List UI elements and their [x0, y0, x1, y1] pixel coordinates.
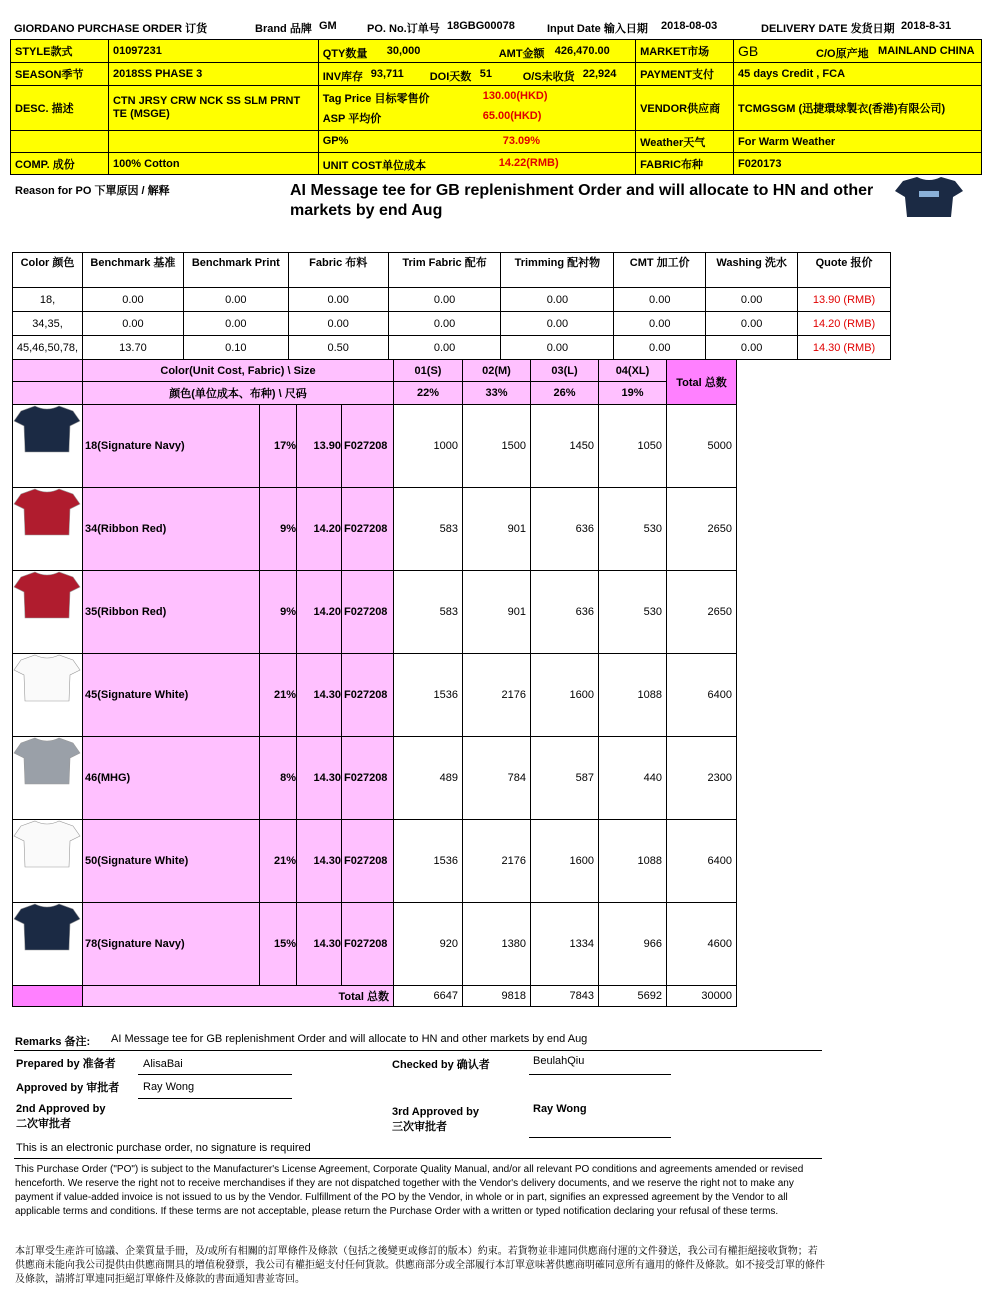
brand-value: GM: [319, 20, 337, 32]
tshirt-thumbnail-shape: [895, 177, 963, 217]
row-total: 6400: [667, 654, 737, 737]
second-approved-label-cn: 二次审批者: [16, 1118, 71, 1130]
po-header: [14, 20, 980, 36]
size-qty: 966: [599, 903, 667, 986]
color-percent: 17%: [260, 405, 297, 488]
delivery-date-label: DELIVERY DATE 发货日期: [761, 23, 895, 35]
co-label: C/O原产地: [816, 47, 869, 60]
color-swatch: [13, 820, 83, 903]
asp-value: 65.00(HKD): [482, 110, 542, 122]
size-qty: 1088: [599, 654, 667, 737]
cost-value-cell: 0.00: [82, 312, 183, 336]
cost-value-cell: 0.00: [614, 336, 706, 360]
size-xl-header: 04(XL): [599, 360, 667, 382]
cost-value-cell: 0.10: [183, 336, 288, 360]
size-qty: 1600: [531, 820, 599, 903]
cost-col-header: Color 颜色: [13, 253, 83, 288]
inv-label: INV库存: [322, 70, 364, 83]
os-label: O/S未收货: [522, 70, 575, 83]
grand-total-l: 7843: [531, 986, 599, 1007]
checked-line: [529, 1074, 671, 1075]
tshirt-icon: [13, 571, 81, 621]
cost-col-header: Fabric 布料: [288, 253, 388, 288]
brand-label: Brand 品牌: [255, 23, 312, 35]
row-total: 6400: [667, 820, 737, 903]
color-name: 35(Ribbon Red): [83, 571, 260, 654]
size-qty: 636: [531, 571, 599, 654]
input-date-label: Input Date 输入日期: [547, 23, 648, 35]
amt-label: AMT金额: [498, 47, 545, 60]
vendor-value: TCMGSGM (迅捷環球製衣(香港)有限公司): [734, 86, 982, 131]
size-qty: 901: [463, 571, 531, 654]
color-unit-cost: 14.30: [297, 903, 342, 986]
doi-label: DOI天数: [429, 70, 472, 83]
qty-amt-cell: [318, 40, 635, 63]
color-name: 34(Ribbon Red): [83, 488, 260, 571]
color-swatch: [13, 737, 83, 820]
size-m-ratio: 33%: [463, 382, 531, 405]
cost-value-cell: 0.00: [614, 312, 706, 336]
color-swatch: [13, 488, 83, 571]
cost-table-body: [13, 288, 891, 360]
size-qty: 636: [531, 488, 599, 571]
tshirt-icon: [13, 903, 81, 953]
size-table-row: [13, 571, 737, 654]
reason-label: Reason for PO 下單原因 / 解释: [15, 185, 170, 197]
size-m-header: 02(M): [463, 360, 531, 382]
swatch-header-2: [13, 382, 83, 405]
color-fabric: F027208: [342, 737, 394, 820]
tag-price-label: Tag Price 目标零售价: [322, 93, 430, 105]
electronic-note: This is an electronic purchase order, no signature is required: [16, 1142, 311, 1154]
row-total: 2650: [667, 488, 737, 571]
cost-value-cell: 0.00: [388, 336, 501, 360]
size-qty: 1000: [394, 405, 463, 488]
row-total: 2300: [667, 737, 737, 820]
checked-label: Checked by 确认者: [392, 1059, 490, 1071]
cost-color-cell: 34,35,: [13, 312, 83, 336]
size-qty: 1450: [531, 405, 599, 488]
cost-table-row: [13, 312, 891, 336]
grand-total: 30000: [667, 986, 737, 1007]
cost-table-header: [13, 253, 891, 288]
weather-label: Weather天气: [636, 131, 734, 153]
payment-value: 45 days Credit , FCA: [734, 63, 982, 86]
color-swatch: [13, 654, 83, 737]
size-qty: 530: [599, 488, 667, 571]
size-qty: 1088: [599, 820, 667, 903]
qty-label: QTY数量: [322, 47, 368, 60]
color-percent: 9%: [260, 488, 297, 571]
color-percent: 15%: [260, 903, 297, 986]
remarks-label: Remarks 备注:: [15, 1036, 91, 1048]
season-value: 2018SS PHASE 3: [108, 63, 318, 86]
cost-quote-cell: 14.30 (RMB): [798, 336, 891, 360]
weather-value: For Warm Weather: [734, 131, 982, 153]
cost-value-cell: 0.00: [388, 288, 501, 312]
inv-cell: [318, 63, 635, 86]
color-percent: 21%: [260, 654, 297, 737]
color-unit-cost: 14.20: [297, 488, 342, 571]
cost-quote-cell: 14.20 (RMB): [798, 312, 891, 336]
color-fabric: F027208: [342, 654, 394, 737]
third-approved-label-en: 3rd Approved by: [392, 1106, 479, 1118]
row-total: 2650: [667, 571, 737, 654]
grand-total-label: Total 总数: [83, 986, 394, 1007]
input-date: 2018-08-03: [661, 20, 718, 32]
tshirt-icon: [13, 654, 81, 704]
cost-value-cell: 0.00: [388, 312, 501, 336]
color-fabric: F027208: [342, 903, 394, 986]
cost-value-cell: 0.00: [501, 336, 614, 360]
vendor-label: VENDOR供应商: [636, 86, 734, 131]
color-name: 78(Signature Navy): [83, 903, 260, 986]
season-label: SEASON季节: [11, 63, 109, 86]
blank-cell-2: [108, 131, 318, 153]
size-breakdown-table: [12, 359, 737, 1007]
cost-table-row: [13, 288, 891, 312]
fabric-label: FABRIC布种: [636, 153, 734, 175]
total-header: Total 总数: [667, 360, 737, 405]
grand-total-m: 9818: [463, 986, 531, 1007]
swatch-header: [13, 360, 83, 382]
tshirt-thumbnail: [893, 177, 965, 219]
cost-breakdown-table: [12, 252, 891, 360]
terms-english: This Purchase Order ("PO") is subject to the Manufacturer's License Agreement, Corporate Quality Manual, and/or all relevant PO conditions and agreements amended or revised henceforth. We reserve the right not to receive merchandises if they are not dispatched together with the Vendor's delivery documents, and we reserve the right not to make any payment if value-added invoice is not issued to us by the Vendor. Fulfillment of the PO by the Vendor, in whole or in part, signifies an expressed agreement by the Vendor to all applicable terms and conditions. If these terms are not acceptable, please return the Purchase Order with a written or typed notification declaring your refusal of these terms.: [15, 1164, 804, 1217]
cost-col-header: Quote 报价: [798, 253, 891, 288]
cost-table-row: [13, 336, 891, 360]
size-l-header: 03(L): [531, 360, 599, 382]
tag-price-value: 130.00(HKD): [482, 90, 548, 102]
reason-text: AI Message tee for GB replenishment Order and will allocate to HN and other markets by end Aug: [290, 182, 874, 219]
size-s-ratio: 22%: [394, 382, 463, 405]
color-swatch: [13, 405, 83, 488]
unit-cost-label: UNIT COST单位成本: [322, 160, 426, 172]
checked-value: BeulahQiu: [533, 1055, 585, 1067]
cost-value-cell: 0.50: [288, 336, 388, 360]
cost-col-header: Benchmark 基准: [82, 253, 183, 288]
inv-value: 93,711: [370, 67, 404, 80]
cost-value-cell: 0.00: [706, 312, 798, 336]
row-total: 5000: [667, 405, 737, 488]
desc-label: DESC. 描述: [11, 86, 109, 131]
row-total: 4600: [667, 903, 737, 986]
color-fabric: F027208: [342, 488, 394, 571]
cost-value-cell: 0.00: [706, 288, 798, 312]
style-value: 01097231: [108, 40, 318, 63]
size-l-ratio: 26%: [531, 382, 599, 405]
gp-cell: [318, 131, 635, 153]
color-percent: 21%: [260, 820, 297, 903]
cost-color-cell: 45,46,50,78,: [13, 336, 83, 360]
color-name: 46(MHG): [83, 737, 260, 820]
tshirt-icon: [13, 488, 81, 538]
size-qty: 1050: [599, 405, 667, 488]
size-table-row: [13, 405, 737, 488]
size-table-row: [13, 488, 737, 571]
second-approved-label-en: 2nd Approved by: [16, 1103, 106, 1115]
color-name: 50(Signature White): [83, 820, 260, 903]
market-label: MARKET市场: [636, 40, 734, 63]
market-value: GB: [738, 42, 759, 59]
color-fabric: F027208: [342, 405, 394, 488]
delivery-date: 2018-8-31: [901, 20, 952, 32]
qty-value: 30,000: [386, 44, 421, 57]
color-name: 45(Signature White): [83, 654, 260, 737]
cost-value-cell: 0.00: [82, 288, 183, 312]
cost-value-cell: 0.00: [288, 312, 388, 336]
size-qty: 784: [463, 737, 531, 820]
comp-label: COMP. 成份: [11, 153, 109, 175]
po-info-grid: [10, 39, 982, 175]
cost-col-header: CMT 加工价: [614, 253, 706, 288]
tshirt-icon: [13, 405, 81, 455]
price-cell: [318, 86, 635, 131]
size-qty: 901: [463, 488, 531, 571]
approved-line: [138, 1098, 292, 1099]
color-percent: 8%: [260, 737, 297, 820]
payment-label: PAYMENT支付: [636, 63, 734, 86]
total-row-blank: [13, 986, 83, 1007]
size-qty: 1600: [531, 654, 599, 737]
size-table-row: [13, 903, 737, 986]
cost-value-cell: 0.00: [183, 312, 288, 336]
remarks-divider: [14, 1050, 822, 1051]
po-number-label: PO. No.订单号: [367, 23, 440, 35]
grand-total-xl: 5692: [599, 986, 667, 1007]
cost-value-cell: 0.00: [288, 288, 388, 312]
color-unit-cost: 13.90: [297, 405, 342, 488]
size-xl-ratio: 19%: [599, 382, 667, 405]
doi-value: 51: [479, 67, 492, 80]
cost-value-cell: 0.00: [183, 288, 288, 312]
approved-value: Ray Wong: [143, 1081, 195, 1093]
cost-col-header: Washing 洗水: [706, 253, 798, 288]
size-qty: 583: [394, 488, 463, 571]
color-unit-cost: 14.30: [297, 820, 342, 903]
third-approved-line: [529, 1137, 671, 1138]
third-approved-label-cn: 三次审批者: [392, 1121, 447, 1133]
size-qty: 920: [394, 903, 463, 986]
size-s-header: 01(S): [394, 360, 463, 382]
size-qty: 2176: [463, 820, 531, 903]
unit-cost-cell: [318, 153, 635, 175]
grand-total-s: 6647: [394, 986, 463, 1007]
cost-col-header: Benchmark Print: [183, 253, 288, 288]
os-value: 22,924: [582, 67, 617, 80]
size-qty: 1536: [394, 820, 463, 903]
tshirt-icon: [13, 820, 81, 870]
tshirt-icon: [13, 737, 81, 787]
blank-cell-1: [11, 131, 109, 153]
color-swatch: [13, 903, 83, 986]
size-table-head-cn: 颜色(单位成本、布种) \ 尺码: [83, 382, 394, 405]
cost-value-cell: 0.00: [614, 288, 706, 312]
color-unit-cost: 14.20: [297, 571, 342, 654]
size-table-row: [13, 820, 737, 903]
terms-chinese: 本訂單受生產許可協議、企業質量手冊，及/或所有相關的訂單條件及條款（包括之後變更或修訂的版本）約束。若貨物並非連同供應商付運的文件發送，我公司有權拒絕接收貨物；若供應商未能向我公司提供由供應商開具的增值稅發票，我公司有權拒絕支付任何貨款。供應商部分或全部履行本訂單意味著供應商明確同意所有適用的條件及條款。如不接受訂單的條件及條款，請將訂單連同拒絕訂單條件及條款的書面通知書並寄回。: [15, 1246, 825, 1285]
cost-col-header: Trim Fabric 配布: [388, 253, 501, 288]
prepared-label: Prepared by 准备者: [16, 1058, 116, 1070]
color-percent: 9%: [260, 571, 297, 654]
color-unit-cost: 14.30: [297, 654, 342, 737]
cost-value-cell: 0.00: [501, 312, 614, 336]
size-qty: 440: [599, 737, 667, 820]
color-name: 18(Signature Navy): [83, 405, 260, 488]
cost-col-header: Trimming 配衬物: [501, 253, 614, 288]
third-approved-value: Ray Wong: [533, 1103, 587, 1115]
size-qty: 583: [394, 571, 463, 654]
po-title: GIORDANO PURCHASE ORDER 订货: [14, 23, 208, 35]
terms-divider: [14, 1158, 822, 1159]
cost-value-cell: 13.70: [82, 336, 183, 360]
size-qty: 1500: [463, 405, 531, 488]
color-swatch: [13, 571, 83, 654]
color-fabric: F027208: [342, 571, 394, 654]
co-value: MAINLAND CHINA: [878, 44, 975, 57]
size-qty: 1380: [463, 903, 531, 986]
cost-quote-cell: 13.90 (RMB): [798, 288, 891, 312]
fabric-value: F020173: [734, 153, 982, 175]
style-label: STYLE款式: [11, 40, 109, 63]
gp-label: GP%: [322, 135, 349, 147]
color-fabric: F027208: [342, 820, 394, 903]
size-qty: 1334: [531, 903, 599, 986]
size-table-body: [13, 405, 737, 986]
size-qty: 530: [599, 571, 667, 654]
market-co-cell: [734, 40, 982, 63]
size-qty: 489: [394, 737, 463, 820]
amt-value: 426,470.00: [554, 44, 610, 57]
remarks-text: AI Message tee for GB replenishment Order and will allocate to HN and other markets by end Aug: [111, 1033, 588, 1045]
size-table-row: [13, 654, 737, 737]
asp-label: ASP 平均价: [322, 113, 382, 125]
desc-value: CTN JRSY CRW NCK SS SLM PRNT TE (MSGE): [108, 86, 318, 131]
gp-value: 73.09%: [502, 135, 541, 147]
color-unit-cost: 14.30: [297, 737, 342, 820]
size-qty: 1536: [394, 654, 463, 737]
comp-value: 100% Cotton: [108, 153, 318, 175]
prepared-line: [138, 1074, 292, 1075]
size-qty: 2176: [463, 654, 531, 737]
cost-color-cell: 18,: [13, 288, 83, 312]
unit-cost-value: 14.22(RMB): [498, 157, 559, 169]
prepared-value: AlisaBai: [143, 1058, 183, 1070]
po-number: 18GBG00078: [447, 20, 515, 32]
approved-label: Approved by 审批者: [16, 1082, 120, 1094]
size-qty: 587: [531, 737, 599, 820]
size-table-row: [13, 737, 737, 820]
cost-value-cell: 0.00: [501, 288, 614, 312]
cost-value-cell: 0.00: [706, 336, 798, 360]
size-table-head-en: Color(Unit Cost, Fabric) \ Size: [83, 360, 394, 382]
